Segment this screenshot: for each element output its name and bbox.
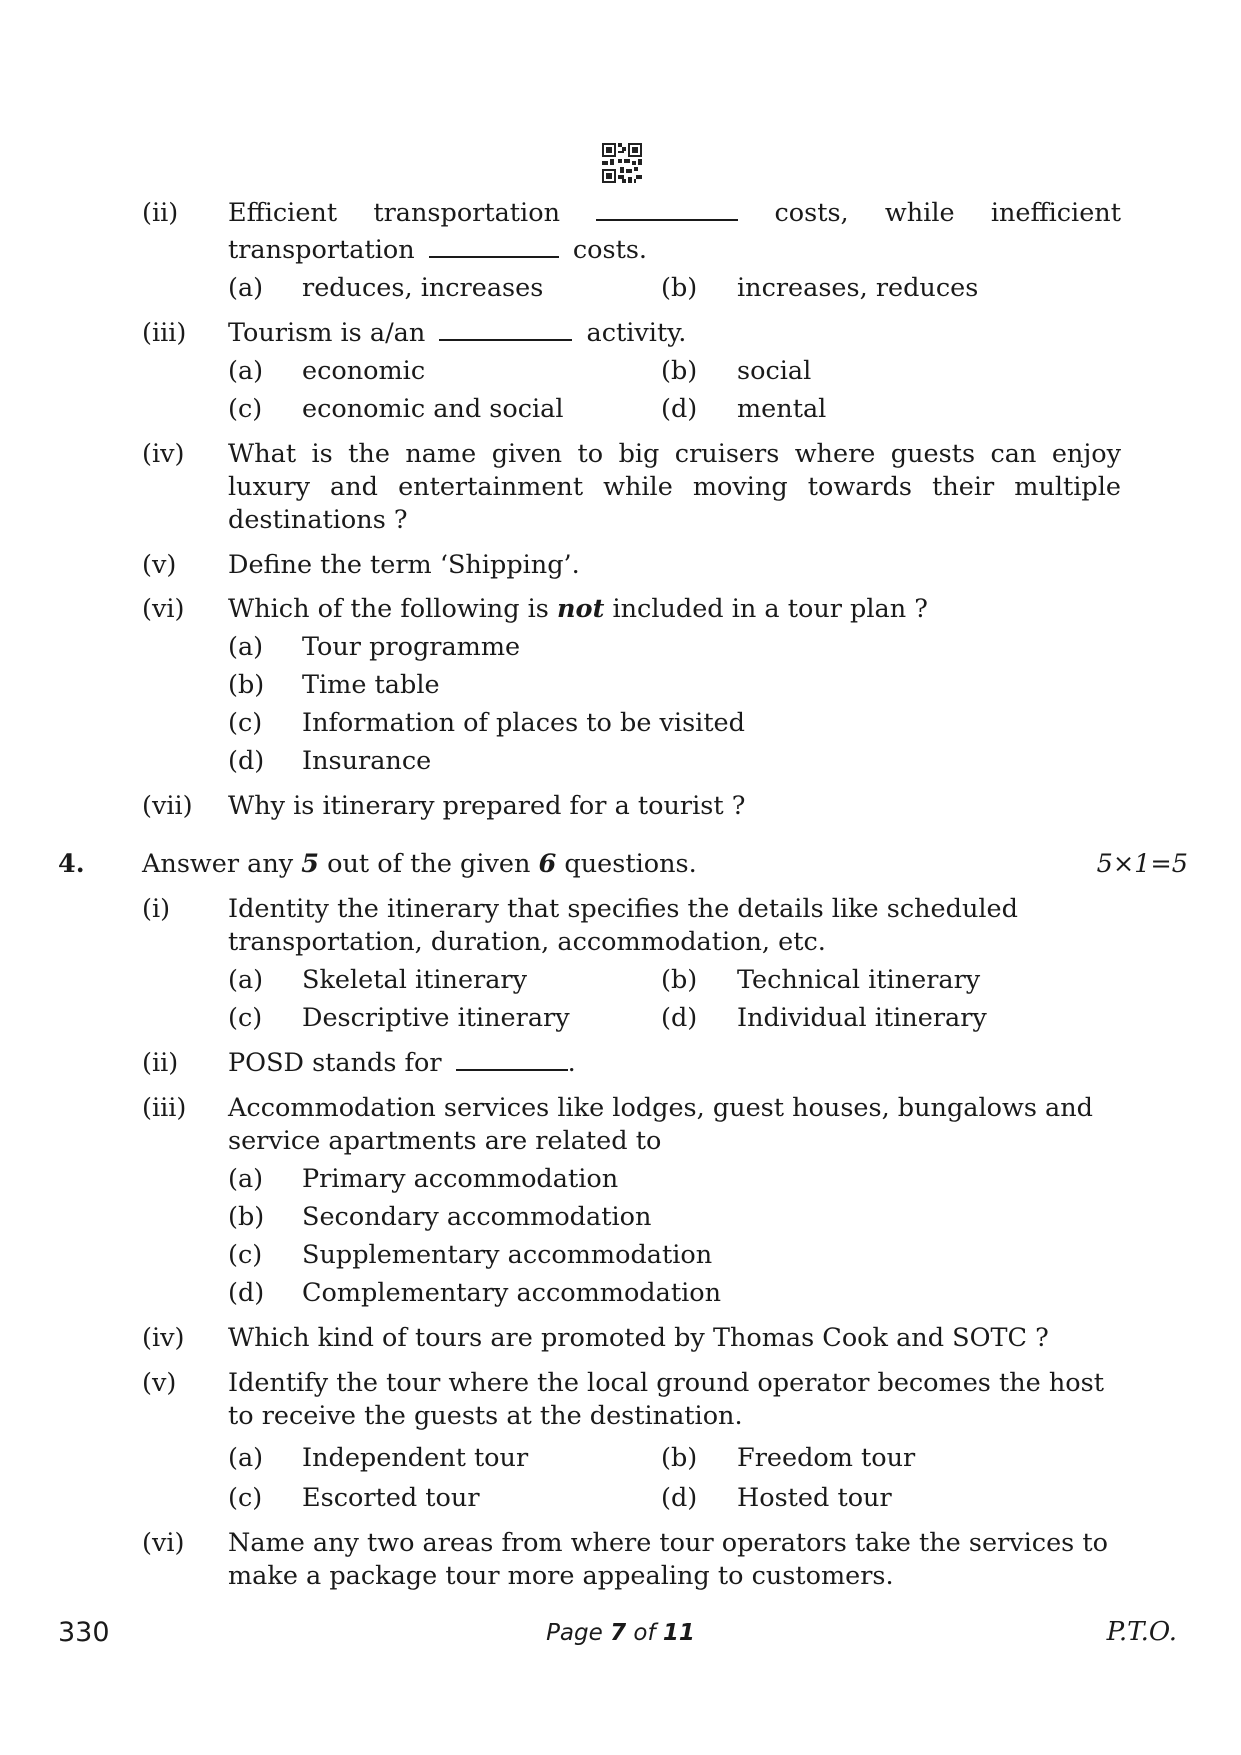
text: Tourism is a/an: [228, 318, 426, 348]
text: Answer any: [142, 849, 294, 879]
question-text: destinations ?: [228, 505, 408, 535]
option-text: Descriptive itinerary: [302, 1003, 570, 1033]
text: of: [633, 1620, 656, 1646]
option-label: (a): [228, 273, 264, 303]
word: inefficient: [990, 198, 1121, 228]
option-label: (d): [228, 1278, 265, 1308]
option-text: mental: [737, 394, 827, 424]
option-text: Hosted tour: [737, 1483, 892, 1513]
text: activity.: [586, 318, 687, 348]
page-number: [0, 1620, 1241, 1646]
question-text: [228, 1047, 576, 1080]
question-number: (ii): [142, 1048, 179, 1078]
option-label: (c): [228, 394, 263, 424]
question-text: What is the name given to big cruisers where guests can enjoy: [228, 439, 1121, 469]
question-number: (vi): [142, 594, 185, 624]
option-label: (a): [228, 1164, 264, 1194]
question-number: (ii): [142, 198, 179, 228]
total-pages: 11: [662, 1620, 695, 1646]
option-text: Information of places to be visited: [302, 708, 745, 738]
option-text: Insurance: [302, 746, 432, 776]
text: costs.: [572, 235, 648, 265]
question-number: (iv): [142, 439, 185, 469]
answer-blank: [429, 255, 559, 258]
question-number: (iii): [142, 318, 187, 348]
word: Efficient: [228, 198, 338, 228]
question-number: (vii): [142, 791, 193, 821]
question-text: make a package tour more appealing to customers.: [228, 1561, 894, 1591]
option-label: (a): [228, 632, 264, 662]
option-label: (d): [661, 394, 698, 424]
option-label: (b): [661, 273, 698, 303]
option-text: Technical itinerary: [737, 965, 981, 995]
option-label: (c): [228, 1003, 263, 1033]
question-text: Identity the itinerary that specifies the details like scheduled: [228, 894, 1018, 924]
text: POSD stands for: [228, 1048, 442, 1078]
option-text: Skeletal itinerary: [302, 965, 528, 995]
option-text: Secondary accommodation: [302, 1202, 652, 1232]
option-text: reduces, increases: [302, 273, 544, 303]
text: Page: [546, 1620, 603, 1646]
option-label: (d): [228, 746, 265, 776]
question-number: (v): [142, 550, 177, 580]
question-number: (iii): [142, 1093, 187, 1123]
option-label: (a): [228, 356, 264, 386]
option-label: (b): [661, 356, 698, 386]
emphasis: not: [557, 594, 605, 624]
option-text: Time table: [302, 670, 440, 700]
current-page: 7: [610, 1620, 627, 1646]
paper-code: 330: [58, 1617, 110, 1648]
option-label: (b): [228, 670, 265, 700]
question-text: [228, 593, 928, 626]
word: transportation: [373, 198, 560, 228]
answer-blank: [596, 218, 738, 221]
question-text: Accommodation services like lodges, guest houses, bungalows and: [228, 1093, 1093, 1123]
option-text: Independent tour: [302, 1443, 529, 1473]
question-text: Identify the tour where the local ground operator becomes the host: [228, 1368, 1104, 1398]
option-label: (b): [661, 965, 698, 995]
question-number: 4.: [58, 849, 85, 879]
option-text: Individual itinerary: [737, 1003, 987, 1033]
option-label: (b): [228, 1202, 265, 1232]
question-number: (v): [142, 1368, 177, 1398]
option-text: economic: [302, 356, 426, 386]
text: questions.: [564, 849, 697, 879]
question-instruction: [142, 848, 697, 881]
marks-label: 5×1=5: [1096, 849, 1188, 879]
option-label: (c): [228, 1240, 263, 1270]
question-text: Why is itinerary prepared for a tourist ?: [228, 791, 746, 821]
option-label: (d): [661, 1003, 698, 1033]
option-label: (c): [228, 708, 263, 738]
question-text: Name any two areas from where tour operators take the services to: [228, 1528, 1108, 1558]
question-text: to receive the guests at the destination.: [228, 1401, 743, 1431]
text: .: [567, 1048, 576, 1078]
option-label: (a): [228, 965, 264, 995]
question-text: transportation, duration, accommodation, etc.: [228, 927, 826, 957]
question-text: luxury and entertainment while moving towards their multiple: [228, 472, 1121, 502]
qr-code-icon: [602, 143, 642, 183]
word: costs,: [774, 198, 849, 228]
option-text: Complementary accommodation: [302, 1278, 721, 1308]
option-label: (a): [228, 1443, 264, 1473]
option-text: social: [737, 356, 812, 386]
question-text: service apartments are related to: [228, 1126, 662, 1156]
word: while: [884, 198, 955, 228]
question-text: Which kind of tours are promoted by Thomas Cook and SOTC ?: [228, 1323, 1049, 1353]
question-text: [228, 197, 1121, 230]
emphasis: 5: [301, 849, 320, 879]
text: included in a tour plan ?: [612, 594, 928, 624]
option-text: Tour programme: [302, 632, 521, 662]
emphasis: 6: [538, 849, 557, 879]
option-text: Escorted tour: [302, 1483, 480, 1513]
option-label: (d): [661, 1483, 698, 1513]
text: out of the given: [327, 849, 531, 879]
text: transportation: [228, 235, 415, 265]
option-text: economic and social: [302, 394, 564, 424]
question-number: (iv): [142, 1323, 185, 1353]
question-text: [228, 317, 686, 350]
answer-blank: [439, 338, 572, 341]
text: Which of the following is: [228, 594, 549, 624]
question-number: (i): [142, 894, 171, 924]
option-text: increases, reduces: [737, 273, 979, 303]
pto-label: P.T.O.: [1106, 1617, 1177, 1647]
question-text: Define the term ‘Shipping’.: [228, 550, 580, 580]
answer-blank: [456, 1068, 568, 1071]
question-text: [228, 234, 647, 267]
option-text: Primary accommodation: [302, 1164, 619, 1194]
question-number: (vi): [142, 1528, 185, 1558]
option-label: (b): [661, 1443, 698, 1473]
option-label: (c): [228, 1483, 263, 1513]
option-text: Freedom tour: [737, 1443, 916, 1473]
option-text: Supplementary accommodation: [302, 1240, 713, 1270]
